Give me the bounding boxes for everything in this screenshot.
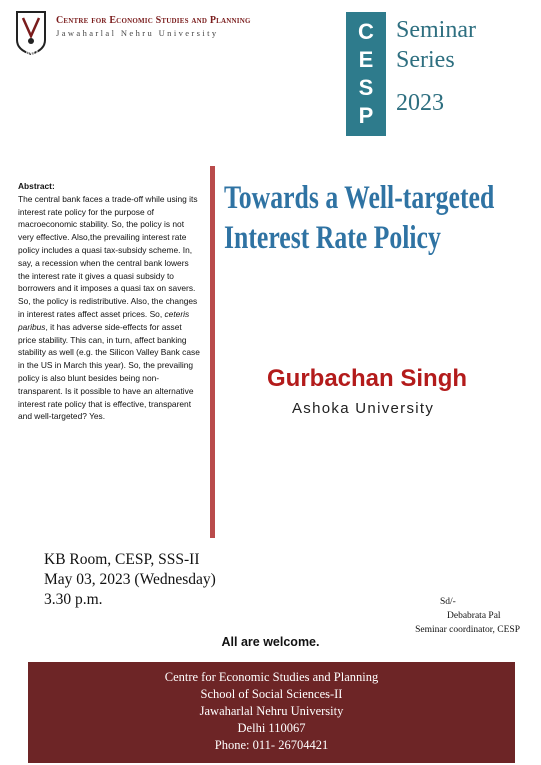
cesp-badge bbox=[346, 12, 386, 136]
cesp-letter: S bbox=[358, 75, 374, 100]
welcome-note: All are welcome. bbox=[221, 635, 320, 649]
series-line-2: Series bbox=[396, 47, 455, 73]
talk-title-line-1: Towards a Well-targeted bbox=[224, 180, 495, 216]
abstract-text-1: The central bank faces a trade-off while using its interest rate policy for the purpose of macroeconomic stability. So, the policy is not very effective. Also,the prevailing interest rate policy includes a quasi tax-subsidy scheme. In, say, a recession when the central bank lowers the interest rate it gives a quasi subsidy to borrowers and it imposes a quasi tax on savers. So, the policy is redistributive. Also, the changes in interest rates affect asset prices. So, bbox=[18, 193, 198, 319]
footer-line: Phone: 011- 26704421 bbox=[214, 738, 329, 752]
talk-title bbox=[224, 178, 495, 258]
cesp-letter: P bbox=[358, 103, 374, 128]
talk-title-line-2: Interest Rate Policy bbox=[224, 220, 441, 256]
abstract-text-2: , it has adverse side-effects for asset price stability. This can, in turn, affect banking stability as well (e.g. the Silicon Valley Bank case in the US in March this year). So, the prevailing policy is also blunt besides being non-transparent. Is it possible to have an alternative interest rate policy that is effective, transparent and well-targeted? Yes. bbox=[18, 321, 200, 422]
event-details bbox=[44, 550, 216, 610]
event-venue: KB Room, CESP, SSS-II bbox=[44, 551, 200, 568]
abstract bbox=[18, 180, 201, 423]
signature-block bbox=[380, 595, 520, 637]
abstract-emphasis: ceteris paribus bbox=[18, 308, 190, 332]
series-title bbox=[396, 15, 476, 75]
signature-name: Debabrata Pal bbox=[447, 611, 501, 621]
footer-address bbox=[28, 662, 515, 763]
signature-role: Seminar coordinator, CESP bbox=[415, 625, 520, 635]
footer-line: Jawaharlal Nehru University bbox=[199, 704, 344, 718]
jnu-logo bbox=[14, 10, 48, 62]
event-time: 3.30 p.m. bbox=[44, 591, 103, 608]
speaker-affiliation: Ashoka University bbox=[292, 400, 435, 417]
cesp-letter: C bbox=[358, 19, 374, 44]
event-date: May 03, 2023 (Wednesday) bbox=[44, 571, 216, 588]
footer-line: Delhi 110067 bbox=[237, 721, 306, 735]
abstract-heading: Abstract: bbox=[18, 181, 55, 191]
footer-line: School of Social Sciences-II bbox=[200, 687, 343, 701]
logo-text: JNU bbox=[23, 50, 38, 57]
series-line-1: Seminar bbox=[396, 17, 476, 43]
vertical-divider bbox=[210, 166, 215, 538]
series-year: 2023 bbox=[396, 90, 444, 116]
footer-line: Centre for Economic Studies and Planning bbox=[164, 670, 379, 684]
signature-sd: Sd/- bbox=[440, 597, 456, 607]
org-title: Centre for Economic Studies and Planning bbox=[56, 15, 251, 26]
cesp-letter: E bbox=[358, 47, 374, 72]
org-subtitle: Jawaharlal Nehru University bbox=[56, 28, 219, 38]
speaker-name: Gurbachan Singh bbox=[267, 365, 468, 392]
